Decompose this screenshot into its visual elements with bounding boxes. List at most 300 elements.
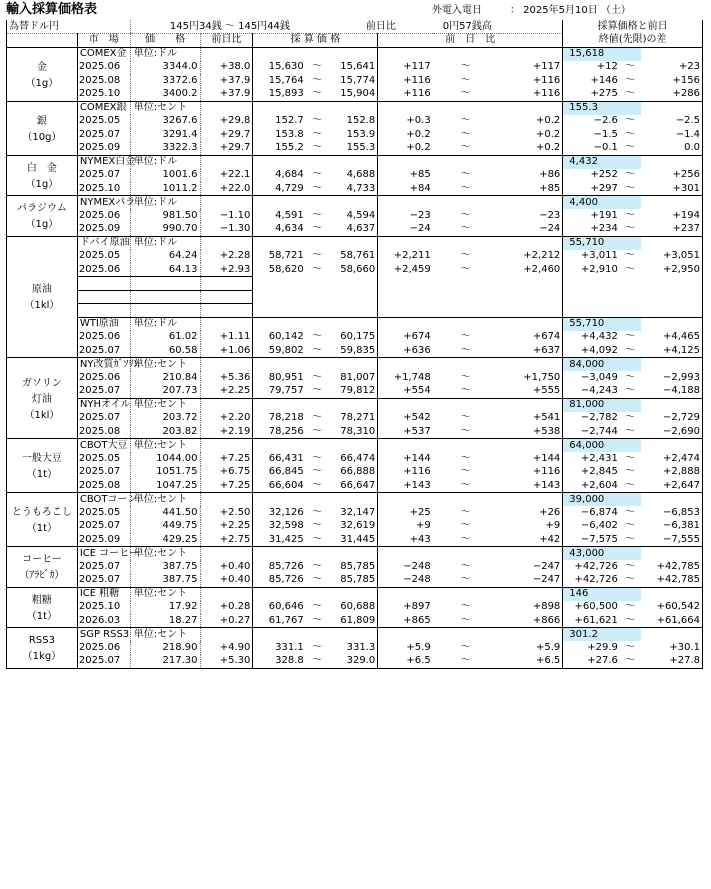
cost-change-high: +637 xyxy=(499,344,562,358)
range-tilde xyxy=(620,277,641,291)
range-tilde xyxy=(433,277,500,291)
price-change: +22.0 xyxy=(200,182,253,196)
cost-high: 152.8 xyxy=(329,115,378,129)
cost-change-high: +1,750 xyxy=(499,371,562,385)
cost-change-high: +5.9 xyxy=(499,641,562,655)
range-tilde: ～ xyxy=(624,533,635,545)
price-change: +2.20 xyxy=(200,412,253,426)
blank xyxy=(200,196,253,210)
cost-high: 60,688 xyxy=(329,601,378,615)
fx-row xyxy=(7,20,703,34)
cost-change-high: −247 xyxy=(499,560,562,574)
contract-row xyxy=(7,115,703,129)
range-tilde: ～ xyxy=(624,223,635,234)
cost-change-low: +2,211 xyxy=(393,250,431,262)
reference-price: 4,400 xyxy=(563,196,641,210)
price-change: +7.25 xyxy=(200,452,253,466)
price-value: 17.92 xyxy=(130,601,200,615)
range-tilde: ～ xyxy=(624,385,635,396)
range-tilde: ～ xyxy=(311,182,322,194)
diff-high: +61,664 xyxy=(641,614,702,628)
range-tilde: ～ xyxy=(624,209,635,221)
blank xyxy=(641,358,702,372)
commodity-name-cell xyxy=(7,196,78,237)
cost-change-high xyxy=(499,290,562,304)
blank xyxy=(200,493,253,507)
commodity-unit: （1t） xyxy=(26,523,58,534)
range-tilde: ～ xyxy=(460,385,471,396)
cost-change-high: +116 xyxy=(499,466,562,480)
exchange-name: COMEX金 xyxy=(77,47,130,61)
cost-change-low xyxy=(378,290,433,304)
range-tilde: ～ xyxy=(311,614,322,626)
contract-row xyxy=(7,209,703,223)
blank xyxy=(378,101,563,115)
reference-price: 146 xyxy=(563,587,641,601)
range-tilde: ～ xyxy=(624,520,635,532)
cost-high: 58,761 xyxy=(329,250,378,264)
contract-month: 2025.08 xyxy=(78,74,121,86)
diff-high: +30.1 xyxy=(641,641,702,655)
contract-month: 2025.07 xyxy=(78,412,121,424)
range-tilde: ～ xyxy=(460,88,471,99)
blank xyxy=(378,587,563,601)
cost-low: 32,598 xyxy=(268,520,304,532)
cost-change-low: +84 xyxy=(409,182,431,194)
blank xyxy=(253,493,378,507)
diff-high: −2,993 xyxy=(641,371,702,385)
cost-high xyxy=(329,277,378,291)
section-header-row xyxy=(7,547,703,561)
range-tilde: ～ xyxy=(624,560,635,572)
diff-high: +60,542 xyxy=(641,601,702,615)
cost-low: 4,684 xyxy=(275,169,304,181)
range-tilde: ～ xyxy=(624,61,635,73)
cost-low: 32,126 xyxy=(268,506,304,518)
contract-month: 2025.10 xyxy=(78,88,121,99)
commodity-name: コーヒー xyxy=(22,554,62,566)
column-header-row xyxy=(7,34,703,48)
range-tilde: ～ xyxy=(624,452,635,464)
cost-low xyxy=(253,277,306,291)
diff-low: +61,621 xyxy=(574,614,618,626)
price-change: +29.8 xyxy=(200,115,253,129)
contract-month: 2025.07 xyxy=(78,560,121,572)
price-value: 1047.25 xyxy=(130,479,200,493)
cost-low: 15,630 xyxy=(268,61,304,73)
contract-row xyxy=(7,533,703,547)
contract-row xyxy=(7,304,703,318)
blank xyxy=(253,547,378,561)
contract-row xyxy=(7,412,703,426)
cost-change-low: +85 xyxy=(409,169,431,181)
price-change: −1.10 xyxy=(200,209,253,223)
blank xyxy=(200,155,253,169)
cost-change-high: +116 xyxy=(499,74,562,88)
range-tilde: ～ xyxy=(311,466,322,478)
cost-high: 78,271 xyxy=(329,412,378,426)
commodity-name-cell xyxy=(7,47,78,101)
cost-change-low: +636 xyxy=(403,344,431,356)
range-tilde: ～ xyxy=(311,331,322,343)
range-tilde: ～ xyxy=(624,331,635,343)
commodity-name: 白 金 xyxy=(26,162,57,174)
cost-change-low: +144 xyxy=(403,452,431,464)
col-header-market: 市 場 xyxy=(77,34,130,48)
diff-low: +29.9 xyxy=(587,641,618,653)
contract-month: 2025.07 xyxy=(78,466,121,478)
cost-low: 58,620 xyxy=(268,263,304,275)
range-tilde: ～ xyxy=(624,250,635,262)
cost-low: 59,802 xyxy=(268,344,304,356)
cost-change-high: +144 xyxy=(499,452,562,466)
contract-month: 2025.07 xyxy=(78,128,121,140)
contract-month: 2025.05 xyxy=(78,115,121,127)
cost-low: 328.8 xyxy=(253,655,306,669)
price-value: 60.58 xyxy=(130,344,200,358)
exchange-name: SGP RSS3 xyxy=(77,628,130,642)
unit-label: 単位:ドル xyxy=(130,47,200,61)
range-tilde: ～ xyxy=(460,614,471,626)
diff-low: +4,432 xyxy=(580,331,618,343)
exchange-name: ICE 粗糖 xyxy=(77,587,130,601)
blank xyxy=(378,47,563,61)
diff-low: −3,049 xyxy=(580,371,618,383)
blank xyxy=(253,101,378,115)
blank xyxy=(200,587,253,601)
price-value: 387.75 xyxy=(130,560,200,574)
cost-change-high: −23 xyxy=(499,209,562,223)
range-tilde: ～ xyxy=(624,466,635,478)
contract-month: 2025.06 xyxy=(78,209,121,221)
range-tilde: ～ xyxy=(624,182,635,194)
price-value: 3267.6 xyxy=(130,115,200,129)
cost-high: 331.3 xyxy=(329,641,378,655)
diff-high: +3,051 xyxy=(641,250,702,264)
cost-low xyxy=(253,304,306,318)
contract-row xyxy=(7,452,703,466)
diff-low: +146 xyxy=(590,74,618,86)
diff-high: −2.5 xyxy=(641,115,702,129)
commodity-unit: （ｱﾗﾋﾞｶ） xyxy=(19,570,65,582)
diff-high: −4,188 xyxy=(641,385,702,399)
contract-month: 2025.10 xyxy=(78,182,121,194)
range-tilde: ～ xyxy=(311,385,322,396)
commodity-name: 一般大豆 xyxy=(21,453,62,464)
blank xyxy=(200,358,253,372)
range-tilde: ～ xyxy=(624,479,635,491)
range-tilde: ～ xyxy=(311,142,322,153)
cost-low: 66,845 xyxy=(268,466,304,478)
diff-high: +301 xyxy=(641,182,702,196)
range-tilde: ～ xyxy=(624,344,635,356)
diff-low: −6,874 xyxy=(580,506,618,518)
price-change: +2.25 xyxy=(200,385,253,399)
range-tilde: ～ xyxy=(311,412,322,424)
price-change: +5.36 xyxy=(200,371,253,385)
blank xyxy=(378,236,563,250)
cost-low: 66,604 xyxy=(268,479,304,491)
diff-header-line2: 終値(先限)の差 xyxy=(563,34,703,48)
exchange-name: NYMEXパラ xyxy=(77,196,130,210)
contract-row xyxy=(7,425,703,439)
cost-high: 329.0 xyxy=(329,655,378,669)
diff-high xyxy=(641,277,702,291)
price-value: 203.82 xyxy=(130,425,200,439)
commodity-name: パラジウム xyxy=(16,203,67,215)
unit-label: 単位:セント xyxy=(130,358,200,372)
cost-low: 4,729 xyxy=(275,182,304,194)
range-tilde: ～ xyxy=(311,223,322,234)
range-tilde: ～ xyxy=(311,601,322,613)
range-tilde: ～ xyxy=(460,574,471,585)
cost-low: 155.2 xyxy=(275,142,304,153)
blank xyxy=(641,317,702,331)
cost-change-low: +116 xyxy=(403,88,431,99)
contract-row xyxy=(7,371,703,385)
commodity-name: ガソリン 灯油 xyxy=(21,377,62,405)
contract-month xyxy=(77,290,130,304)
cost-change-high: +0.2 xyxy=(499,142,562,156)
cost-high: 32,619 xyxy=(329,520,378,534)
blank xyxy=(378,317,563,331)
unit-label: 単位:ドル xyxy=(130,196,200,210)
diff-high: −2,690 xyxy=(641,425,702,439)
range-tilde: ～ xyxy=(624,88,635,99)
blank xyxy=(378,439,563,453)
range-tilde xyxy=(306,290,329,304)
price-change: +29.7 xyxy=(200,142,253,156)
range-tilde: ～ xyxy=(311,74,322,86)
diff-high: −2,729 xyxy=(641,412,702,426)
contract-month: 2025.06 xyxy=(78,331,121,343)
commodity-unit: （10g） xyxy=(22,131,62,143)
price-value xyxy=(130,277,200,291)
cost-low: 31,425 xyxy=(268,533,304,545)
cost-change-low: +554 xyxy=(403,385,431,396)
cost-high: 15,904 xyxy=(329,88,378,102)
range-tilde: ～ xyxy=(311,506,322,518)
exchange-name: NYMEX白金 xyxy=(77,155,130,169)
range-tilde: ～ xyxy=(460,520,471,532)
diff-high: +2,474 xyxy=(641,452,702,466)
price-value: 429.25 xyxy=(130,533,200,547)
unit-label: 単位:ドル xyxy=(130,155,200,169)
exchange-name: WTI原油 xyxy=(77,317,130,331)
cost-change-low: +0.2 xyxy=(406,128,431,140)
reference-price: 155.3 xyxy=(563,101,641,115)
diff-high: +237 xyxy=(641,223,702,237)
cost-change-low: +117 xyxy=(403,61,431,73)
range-tilde: ～ xyxy=(460,142,471,153)
range-tilde: ～ xyxy=(311,641,322,653)
blank xyxy=(641,439,702,453)
range-tilde xyxy=(433,304,500,318)
diff-low: +42,726 xyxy=(574,574,618,585)
cost-low: 78,218 xyxy=(268,412,304,424)
contract-row xyxy=(7,88,703,102)
commodity-name-cell xyxy=(7,628,78,669)
unit-label: 単位:セント xyxy=(130,493,200,507)
cost-high: 61,809 xyxy=(329,614,378,628)
cost-high: 59,835 xyxy=(329,344,378,358)
contract-row xyxy=(7,641,703,655)
commodity-unit: （1g） xyxy=(25,178,59,190)
diff-low: +252 xyxy=(590,169,618,181)
section-header-row xyxy=(7,628,703,642)
price-value: 441.50 xyxy=(130,506,200,520)
contract-month: 2025.06 xyxy=(78,641,121,653)
contract-month xyxy=(77,304,130,318)
range-tilde: ～ xyxy=(311,371,322,383)
range-tilde: ～ xyxy=(460,209,471,221)
diff-low: +27.6 xyxy=(563,655,620,669)
reference-price: 55,710 xyxy=(563,317,641,331)
price-value: 3322.3 xyxy=(130,142,200,156)
section-header-row xyxy=(7,398,703,412)
cost-high: 15,641 xyxy=(329,61,378,75)
price-change: +0.28 xyxy=(200,601,253,615)
blank xyxy=(253,587,378,601)
contract-row xyxy=(7,506,703,520)
diff-high: +27.8 xyxy=(641,655,702,669)
cost-change-low: +116 xyxy=(403,466,431,478)
price-change: +5.30 xyxy=(200,655,253,669)
commodity-name-cell xyxy=(7,101,78,155)
price-value: 3372.6 xyxy=(130,74,200,88)
reference-price: 4,432 xyxy=(563,155,641,169)
diff-high: +194 xyxy=(641,209,702,223)
price-change: −1.30 xyxy=(200,223,253,237)
reference-price: 64,000 xyxy=(563,439,641,453)
unit-label: 単位:セント xyxy=(130,101,200,115)
range-tilde: ～ xyxy=(311,263,322,275)
blank xyxy=(253,358,378,372)
blank xyxy=(378,196,563,210)
blank xyxy=(378,155,563,169)
section-header-row xyxy=(7,439,703,453)
commodity-name-cell xyxy=(7,439,78,493)
cost-high: 66,888 xyxy=(329,466,378,480)
price-change: +22.1 xyxy=(200,169,253,183)
cost-high: 85,785 xyxy=(329,574,378,588)
contract-row xyxy=(7,263,703,277)
price-change: +0.27 xyxy=(200,614,253,628)
price-change: +1.06 xyxy=(200,344,253,358)
range-tilde: ～ xyxy=(460,169,471,181)
cost-low: 331.1 xyxy=(275,641,304,653)
cost-change-low: +25 xyxy=(409,506,431,518)
cost-change-low: +116 xyxy=(403,74,431,86)
col-header-cost-price: 採 算 価 格 xyxy=(253,34,378,48)
price-value: 981.50 xyxy=(130,209,200,223)
diff-high: −6,381 xyxy=(641,520,702,534)
cost-change-high: +85 xyxy=(499,182,562,196)
cost-change-low: +6.5 xyxy=(378,655,433,669)
cost-change-high: +26 xyxy=(499,506,562,520)
price-value: 203.72 xyxy=(130,412,200,426)
contract-row xyxy=(7,142,703,156)
cost-low: 78,256 xyxy=(268,425,304,437)
contract-row xyxy=(7,223,703,237)
blank xyxy=(378,547,563,561)
range-tilde: ～ xyxy=(460,331,471,343)
commodity-name-cell xyxy=(7,493,78,547)
range-tilde: ～ xyxy=(460,560,471,572)
contract-row xyxy=(7,74,703,88)
diff-low: +2,910 xyxy=(580,263,618,275)
commodity-name: 原油 xyxy=(31,284,52,296)
diff-high: −7,555 xyxy=(641,533,702,547)
diff-low: −2.6 xyxy=(593,115,618,127)
reference-price: 39,000 xyxy=(563,493,641,507)
diff-low xyxy=(563,290,620,304)
cost-change-high: +541 xyxy=(499,412,562,426)
cost-change-high: +0.2 xyxy=(499,115,562,129)
blank xyxy=(253,439,378,453)
diff-low: −0.1 xyxy=(593,142,618,153)
contract-row xyxy=(7,344,703,358)
cost-low: 85,726 xyxy=(268,574,304,585)
diff-high: +2,950 xyxy=(641,263,702,277)
diff-low: +42,726 xyxy=(574,560,618,572)
range-tilde: ～ xyxy=(460,371,471,383)
blank xyxy=(641,628,702,642)
unit-label: 単位:ドル xyxy=(130,236,200,250)
cost-high: 58,660 xyxy=(329,263,378,277)
exchange-name: NY改質ｶﾞｿﾘﾝ xyxy=(77,358,130,372)
price-value: 61.02 xyxy=(130,331,200,345)
contract-row xyxy=(7,479,703,493)
range-tilde: ～ xyxy=(311,209,322,221)
price-value: 18.27 xyxy=(130,614,200,628)
contract-month xyxy=(77,277,130,291)
range-tilde: ～ xyxy=(624,371,635,383)
contract-month: 2025.07 xyxy=(78,169,121,181)
contract-month: 2025.09 xyxy=(78,533,121,545)
range-tilde xyxy=(620,290,641,304)
cost-low: 153.8 xyxy=(275,128,304,140)
blank xyxy=(641,236,702,250)
price-change: +0.40 xyxy=(200,560,253,574)
cost-change-high: +42 xyxy=(499,533,562,547)
cost-high: 60,175 xyxy=(329,331,378,345)
price-change: +37.9 xyxy=(200,88,253,102)
blank xyxy=(200,101,253,115)
range-tilde: ～ xyxy=(311,115,322,127)
price-value xyxy=(130,304,200,318)
range-tilde: ～ xyxy=(460,412,471,424)
blank xyxy=(253,317,378,331)
section-header-row xyxy=(7,196,703,210)
cost-change-low: +0.2 xyxy=(406,142,431,153)
exchange-name: ドバイ原油 xyxy=(77,236,130,250)
contract-month: 2025.10 xyxy=(78,601,121,613)
range-tilde xyxy=(433,290,500,304)
range-tilde: ～ xyxy=(624,263,635,275)
price-value: 64.24 xyxy=(130,250,200,264)
cost-low: 152.7 xyxy=(275,115,304,127)
range-tilde: ～ xyxy=(460,601,471,613)
cost-change-high xyxy=(499,304,562,318)
received-date: ： 2025年5月10日 （土） xyxy=(510,5,631,16)
cost-change-low: −24 xyxy=(409,223,431,234)
contract-row xyxy=(7,385,703,399)
fx-change-value: 0円57銭高 xyxy=(433,20,563,34)
unit-label: 単位:セント xyxy=(130,398,200,412)
range-tilde: ～ xyxy=(460,250,471,262)
commodity-name: 金 xyxy=(36,61,47,73)
